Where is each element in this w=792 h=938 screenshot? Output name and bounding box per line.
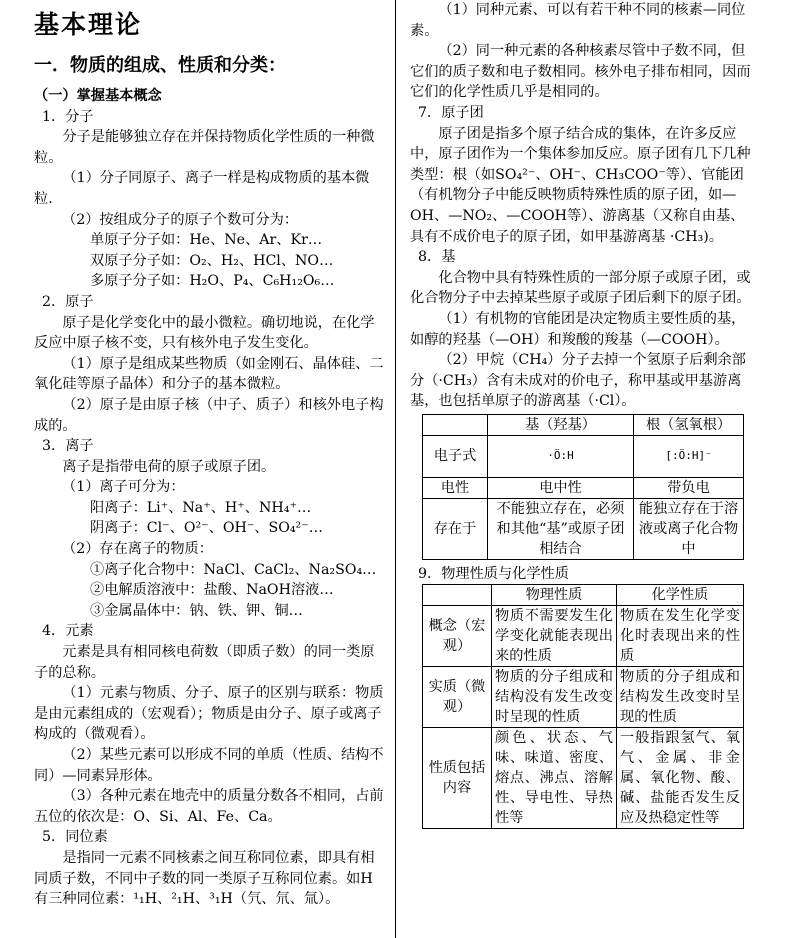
left-paragraph: 3．离子	[42, 438, 94, 455]
table-row-label: 实质（微观）	[423, 667, 492, 728]
table-row-label: 存在于	[423, 498, 488, 559]
left-paragraph: 4．元素	[42, 623, 94, 640]
right-paragraph: （1）同种元素、可以有若干种不同的核素—同位素。	[410, 2, 746, 39]
left-paragraph: 2．原子	[42, 293, 94, 310]
table-header-cell: 根（氢氧根）	[634, 414, 744, 435]
left-paragraph: （1）元素与物质、分子、原子的区别与联系：物质是由元素组成的（宏观看）；物质是由分子、原子或离子构成的（微观看）。	[34, 685, 384, 743]
left-paragraph: （2）按组成分子的原子个数可分为：	[62, 211, 299, 228]
left-column	[34, 0, 384, 910]
table-row-label: 电性	[423, 477, 488, 498]
right-paragraph: （2）同一种元素的各种核素尽管中子数不同，但它们的质子数和电子数相同。核外电子排布相同，因而它们的化学性质几乎是相同的。	[410, 43, 751, 101]
radical-vs-group-table	[422, 414, 744, 560]
table-cell: 物质不需要发生化学变化就能表现出来的性质	[492, 606, 617, 667]
left-paragraph: 是指同一元素不同核素之间互称同位素，即具有相同质子数，不同中子数的同一类原子互称同位素。如H有三种同位素：¹₁H、²₁H、³₁H（氕、氘、氚）。	[34, 849, 375, 908]
right-paragraph: （1）有机物的官能团是决定物质主要性质的基，如醇的羟基（—OH）和羧酸的羧基（—COOH）。	[410, 310, 746, 348]
left-paragraph: 1．分子	[42, 108, 94, 125]
left-paragraph: （2）某些元素可以形成不同的单质（性质、结构不同）—同素异形体。	[34, 747, 384, 784]
left-paragraph: 阳离子：Li⁺、Na⁺、H⁺、NH₄⁺…	[90, 499, 312, 516]
column-divider	[395, 0, 396, 938]
left-paragraph: （1）分子同原子、离子一样是构成物质的基本微粒.	[34, 170, 370, 207]
left-paragraph: 元素是具有相同核电荷数（即质子数）的同一类原子的总称。	[34, 644, 375, 681]
left-paragraph: 分子是能够独立存在并保持物质化学性质的一种微粒。	[34, 129, 375, 166]
right-paragraph: （2）甲烷（CH₄）分子去掉一个氢原子后剩余部分（·CH₃）含有未成对的价电子，称甲基或甲基游离基，也包括单原子的游离基（·Cl）。	[410, 352, 746, 410]
section-9-heading: 9．物理性质与化学性质	[418, 565, 569, 582]
table-header-cell	[423, 585, 492, 606]
table-cell: 颜色、状态、气味、味道、密度、熔点、沸点、溶解性、导电性、导热性等	[492, 728, 617, 829]
table-row-label: 电子式	[423, 435, 488, 477]
left-paragraph: 阴离子：Cl⁻、O²⁻、OH⁻、SO₄²⁻…	[90, 520, 323, 537]
left-paragraph: 5．同位素	[42, 829, 108, 846]
left-paragraph: 原子是化学变化中的最小微粒。确切地说，在化学反应中原子核不变，只有核外电子发生变化。	[34, 314, 375, 352]
left-paragraph: （2）存在离子的物质：	[62, 541, 213, 558]
left-paragraph: （3）各种元素在地壳中的质量分数各不相同，占前五位的依次是：O、Si、Al、Fe、Ca。	[34, 788, 384, 825]
left-paragraph: 离子是指带电荷的原子或原子团。	[62, 458, 276, 475]
left-paragraph: ③金属晶体中：钠、铁、钾、铜…	[90, 602, 303, 619]
table-cell: 一般指跟氢气、氧气、金属、非金属、氧化物、酸、碱、盐能否发生反应及热稳定性等	[617, 728, 744, 829]
left-paragraph: （1）原子是组成某些物质（如金刚石、晶体硅、二氧化硅等原子晶体）和分子的基本微粒。	[34, 355, 384, 393]
table-header-cell: 基（羟基）	[488, 414, 634, 435]
subsection-heading: （一）掌握基本概念	[34, 88, 162, 104]
table-cell: 物质的分子组成和结构发生改变时呈现的性质	[617, 667, 744, 728]
right-column	[410, 0, 756, 829]
table-header-cell: 物理性质	[492, 585, 617, 606]
table-cell: 物质的分子组成和结构没有发生改变时呈现的性质	[492, 667, 617, 728]
section-heading: 一．物质的组成、性质和分类：	[34, 55, 286, 76]
right-body	[410, 0, 756, 412]
table-cell: 不能独立存在，必须和其他“基”或原子团相结合	[488, 498, 634, 559]
right-paragraph: 7．原子团	[418, 104, 484, 121]
right-paragraph: 化合物中具有特殊性质的一部分原子或原子团，或化合物分子中去掉某些原子或原子团后剩下的原子团。	[410, 269, 751, 307]
physical-chemical-properties-table	[422, 584, 744, 829]
table-header-cell	[423, 414, 488, 435]
left-paragraph: （2）原子是由原子核（中子、质子）和核外电子构成的。	[34, 396, 384, 434]
right-paragraph: 8．基	[418, 249, 456, 266]
table-cell: 电中性	[488, 477, 634, 498]
left-paragraph: ②电解质溶液中：盐酸、NaOH溶液…	[90, 582, 334, 599]
electron-formula-hydroxide: [:Ö:H]⁻	[634, 435, 744, 477]
left-paragraph: 多原子分子如：H₂O、P₄、C₆H₁₂O₆…	[90, 273, 335, 290]
table-header-cell: 化学性质	[617, 585, 744, 606]
table-row-label: 性质包括内容	[423, 728, 492, 829]
right-paragraph: 原子团是指多个原子结合成的集体，在许多反应中，原子团作为一个集体参加反应。原子团有几下几种类型：根（如SO₄²⁻、OH⁻、CH₃COO⁻等）、官能团（有机物分子中能反映物质特殊性质的原子团，如—OH、—NO₂、—COOH等）、游离基（又称自由基、具有不成价电子的原子团，如甲基游离基 ·CH₃)。	[410, 125, 751, 245]
left-body	[34, 107, 384, 910]
left-paragraph: 双原子分子如：O₂、H₂、HCl、NO…	[90, 252, 334, 269]
left-paragraph: （1）离子可分为：	[62, 479, 185, 496]
left-paragraph: 单原子分子如：He、Ne、Ar、Kr…	[90, 232, 323, 249]
table-row-label: 概念（宏观）	[423, 606, 492, 667]
table-cell: 能独立存在于溶液或离子化合物中	[634, 498, 744, 559]
page-title: 基本理论	[34, 10, 143, 39]
table-cell: 带负电	[634, 477, 744, 498]
electron-formula-hydroxyl: ·Ö:H	[488, 435, 634, 477]
left-paragraph: ①离子化合物中：NaCl、CaCl₂、Na₂SO₄…	[90, 561, 377, 578]
table-cell: 物质在发生化学变化时表现出来的性质	[617, 606, 744, 667]
